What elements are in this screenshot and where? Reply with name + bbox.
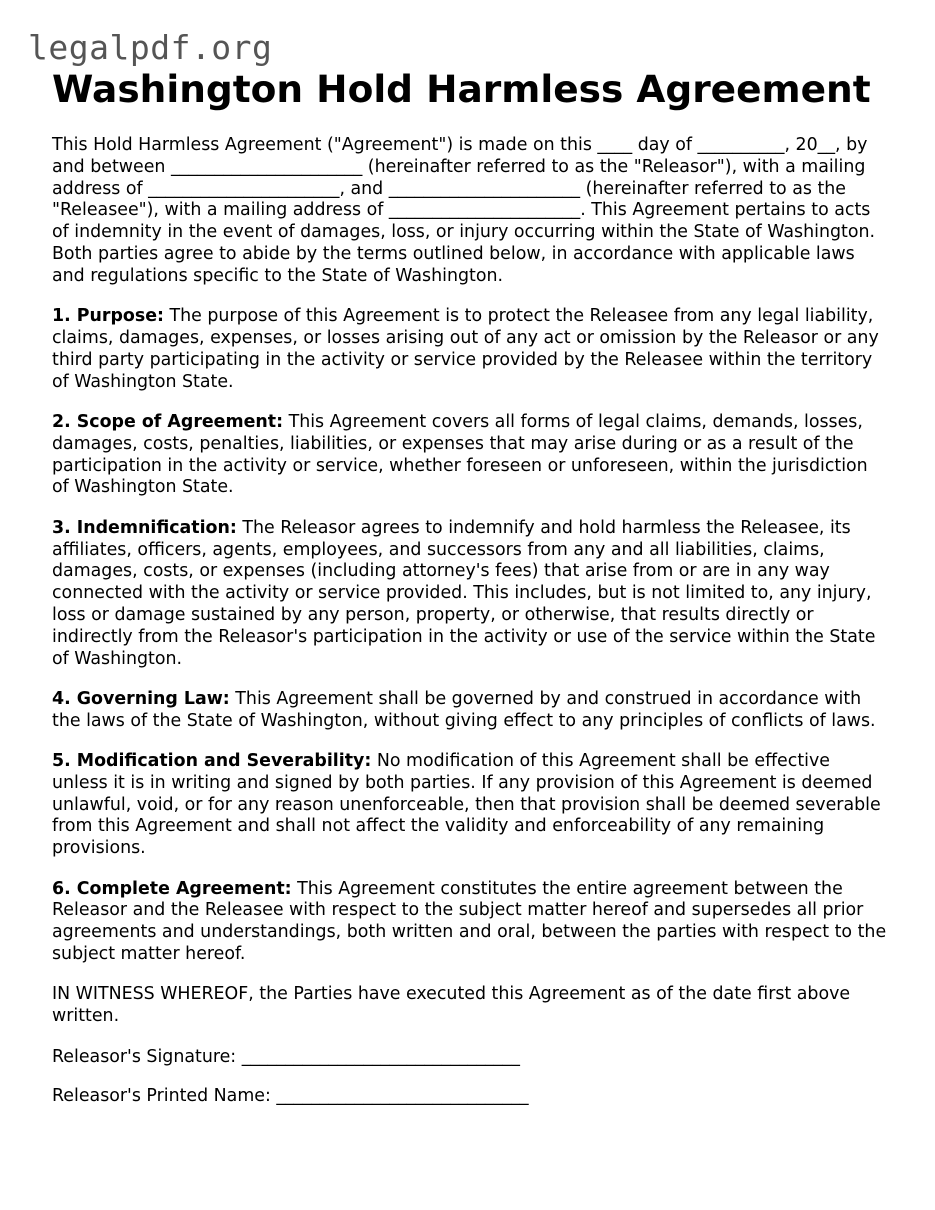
intro-paragraph: This Hold Harmless Agreement ("Agreement") is made on this ____ day of __________, 20__, by and between ______________________ (hereinafter referred to as the "Releasor"), with a mailing address of ______________________, and ______________________ (hereinafter referred to as the "Releasee"), with a mailing address of ______________________. This Agreement pertains to acts of indemnity in the event of damages, loss, or injury occurring within the State of Washington. Both parties agree to abide by the terms outlined below, in accordance with applicable laws and regulations specific to the State of Washington. (52, 135, 876, 286)
section-heading: 1. Purpose: (52, 306, 164, 327)
releasor-printed-name-line: Releasor's Printed Name: _____________________________ (52, 1086, 529, 1107)
section-governing-law (52, 689, 888, 733)
section-heading: 6. Complete Agreement: (52, 878, 292, 899)
section-modification-severability (52, 751, 888, 860)
section-scope (52, 412, 888, 499)
section-body: The Releasor agrees to indemnify and hold harmless the Releasee, its affiliates, officers, agents, employees, and successors from any and all liabilities, claims, damages, costs, or expenses (including attorney's fees) that arise from or are in any way connected with the activity or service provided. This includes, but is not limited to, any injury, loss or damage sustained by any person, property, or otherwise, that results directly or indirectly from the Releasor's participation in the activity or use of the service within the State of Washington. (52, 517, 876, 669)
section-body: No modification of this Agreement shall be effective unless it is in writing and signed by both parties. If any provision of this Agreement is deemed unlawful, void, or for any reason unenforceable, then that provision shall be deemed severable from this Agreement and shall not affect the validity and enforceability of any remaining provisions. (52, 751, 881, 859)
document-body (52, 135, 888, 1126)
witness-statement: IN WITNESS WHEREOF, the Parties have executed this Agreement as of the date first above written. (52, 984, 851, 1027)
releasor-signature-line: Releasor's Signature: ________________________________ (52, 1046, 520, 1067)
section-indemnification (52, 518, 888, 671)
section-heading: 3. Indemnification: (52, 517, 237, 538)
section-body: This Agreement shall be governed by and construed in accordance with the laws of the State of Washington, without giving effect to any principles of conflicts of laws. (52, 688, 876, 731)
site-watermark: legalpdf.org (28, 28, 273, 67)
section-body: This Agreement covers all forms of legal claims, demands, losses, damages, costs, penalties, liabilities, or expenses that may arise during or as a result of the participation in the activity or service, whether foreseen or unforeseen, within the jurisdiction of Washington State. (52, 411, 868, 498)
section-body: The purpose of this Agreement is to protect the Releasee from any legal liability, claims, damages, expenses, or losses arising out of any act or omission by the Releasor or any third party participating in the activity or service provided by the Releasee within the territory of Washington State. (52, 306, 879, 392)
section-heading: 5. Modification and Severability: (52, 751, 372, 772)
section-body: This Agreement constitutes the entire agreement between the Releasor and the Releasee with respect to the subject matter hereof and supersedes all prior agreements and understandings, both written and oral, between the parties with respect to the subject matter hereof. (52, 878, 887, 965)
section-complete-agreement (52, 879, 888, 966)
section-heading: 2. Scope of Agreement: (52, 411, 284, 432)
document-title: Washington Hold Harmless Agreement (52, 67, 871, 111)
section-purpose (52, 306, 888, 393)
section-heading: 4. Governing Law: (52, 688, 230, 709)
